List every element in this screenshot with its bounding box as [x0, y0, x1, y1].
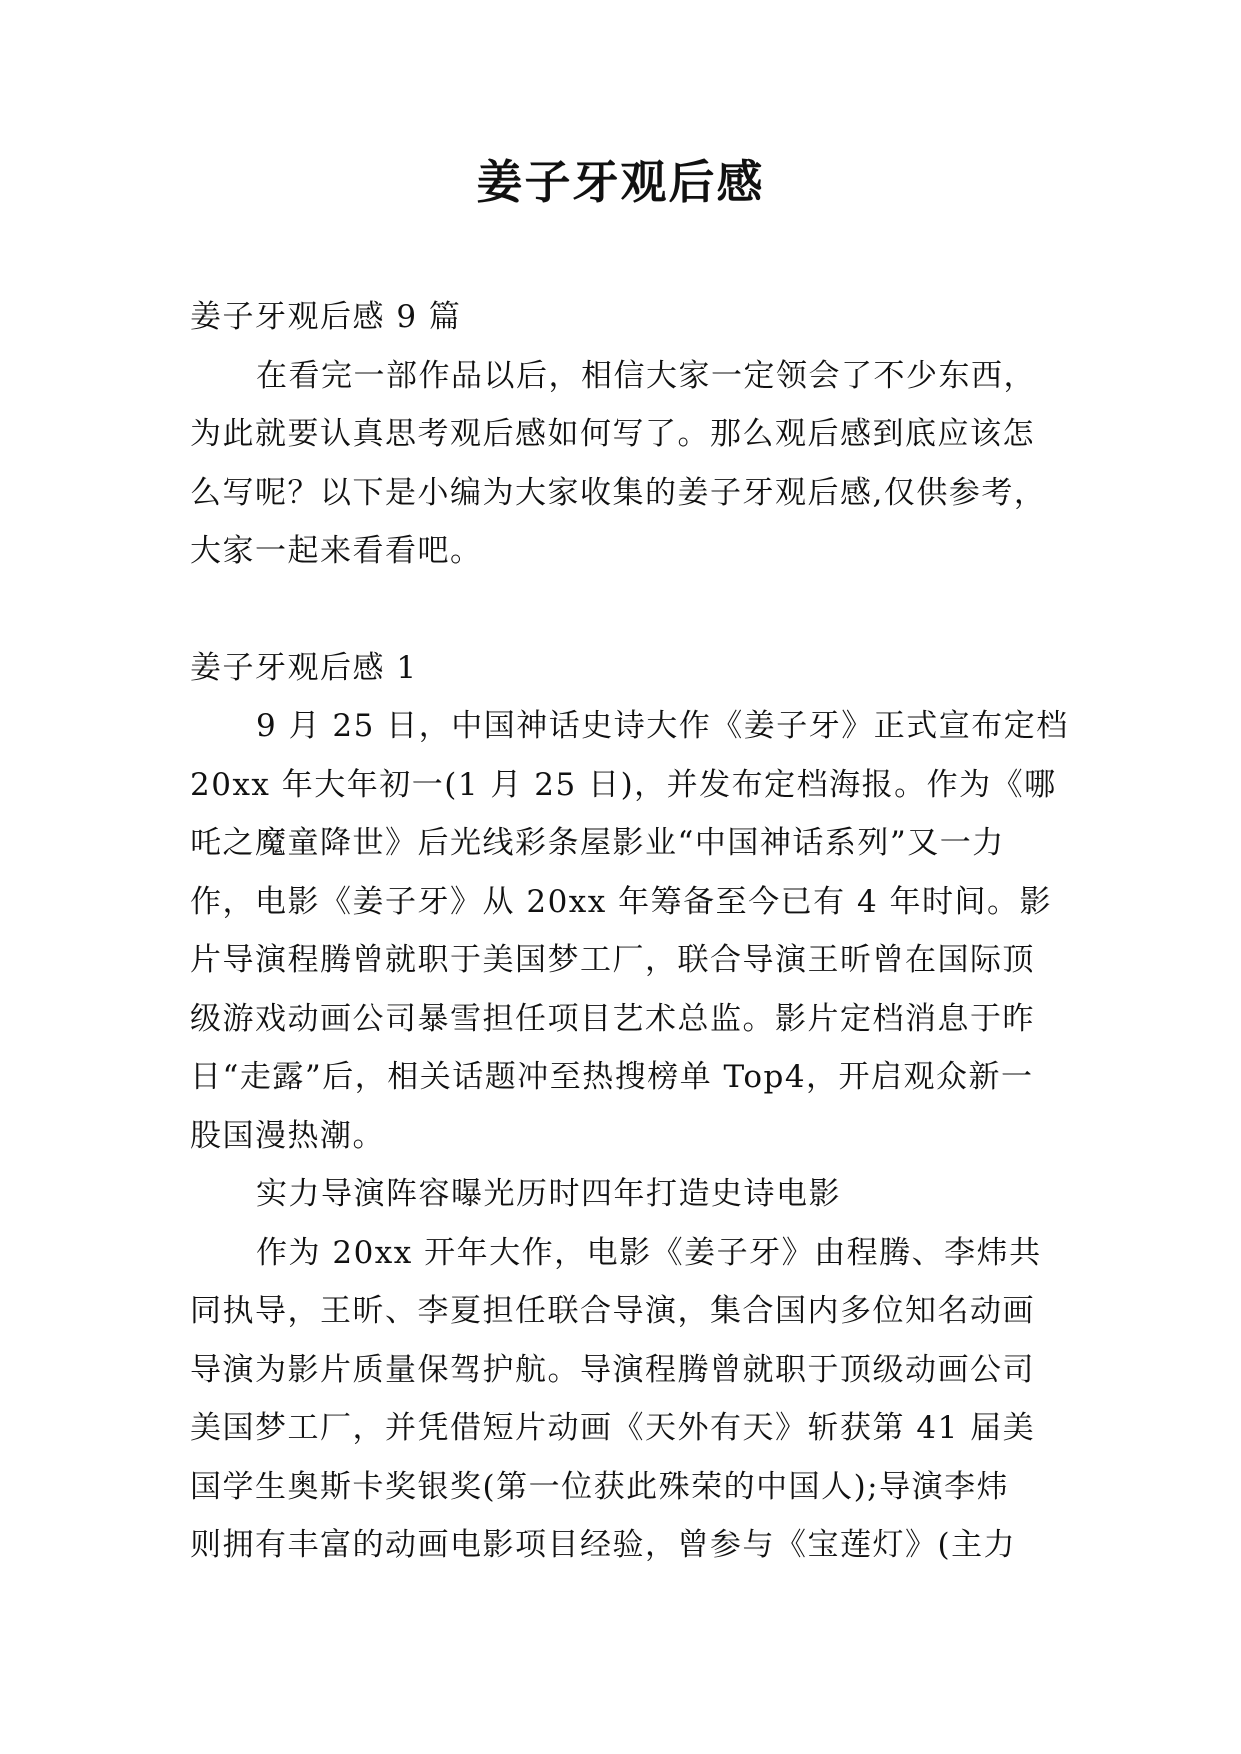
paragraph-line: 作，电影《姜子牙》从 20xx 年筹备至今已有 4 年时间。影 [190, 883, 1053, 920]
paragraph-line: 导演为影片质量保驾护航。导演程腾曾就职于顶级动画公司 [190, 1351, 1035, 1388]
paragraph-line: 9 月 25 日，中国神话史诗大作《姜子牙》正式宣布定档 [256, 708, 1069, 744]
paragraph-line: 20xx 年大年初一(1 月 25 日)，并发布定档海报。作为《哪 [190, 766, 1057, 803]
intro-line: 在看完一部作品以后，相信大家一定领会了不少东西， [256, 357, 1036, 394]
paragraph-line: 片导演程腾曾就职于美国梦工厂，联合导演王昕曾在国际顶 [190, 942, 1035, 978]
document-body [190, 288, 1069, 1575]
paragraph-line: 股国漫热潮。 [190, 1117, 385, 1154]
document-title: 姜子牙观后感 [476, 155, 765, 209]
paragraph-line: 日“走露”后，相关话题冲至热搜榜单 Top4，开启观众新一 [190, 1059, 1034, 1095]
paragraph-line: 级游戏动画公司暴雪担任项目艺术总监。影片定档消息于昨 [190, 1000, 1035, 1037]
paragraph-line: 吒之魔童降世》后光线彩条屋影业“中国神话系列”又一力 [190, 825, 1005, 861]
intro-line: 大家一起来看看吧。 [190, 533, 483, 569]
paragraph-line: 则拥有丰富的动画电影项目经验，曾参与《宝莲灯》(主力 [190, 1527, 1017, 1563]
intro-line: 为此就要认真思考观后感如何写了。那么观后感到底应该怎 [190, 416, 1035, 452]
intro-line: 么写呢？以下是小编为大家收集的姜子牙观后感,仅供参考， [190, 474, 1047, 511]
paragraph-line: 作为 20xx 开年大作，电影《姜子牙》由程腾、李炜共 [256, 1234, 1042, 1271]
section-heading: 姜子牙观后感 1 [190, 649, 418, 686]
section-subheading: 实力导演阵容曝光历时四年打造史诗电影 [256, 1176, 841, 1212]
paragraph-line: 国学生奥斯卡奖银奖(第一位获此殊荣的中国人);导演李炜 [190, 1468, 1010, 1505]
collection-heading: 姜子牙观后感 9 篇 [190, 299, 462, 335]
paragraph-line: 美国梦工厂，并凭借短片动画《天外有天》斩获第 41 届美 [190, 1410, 1036, 1446]
paragraph-line: 同执导，王昕、李夏担任联合导演，集合国内多位知名动画 [190, 1293, 1035, 1329]
paragraph-gap [190, 581, 1060, 639]
